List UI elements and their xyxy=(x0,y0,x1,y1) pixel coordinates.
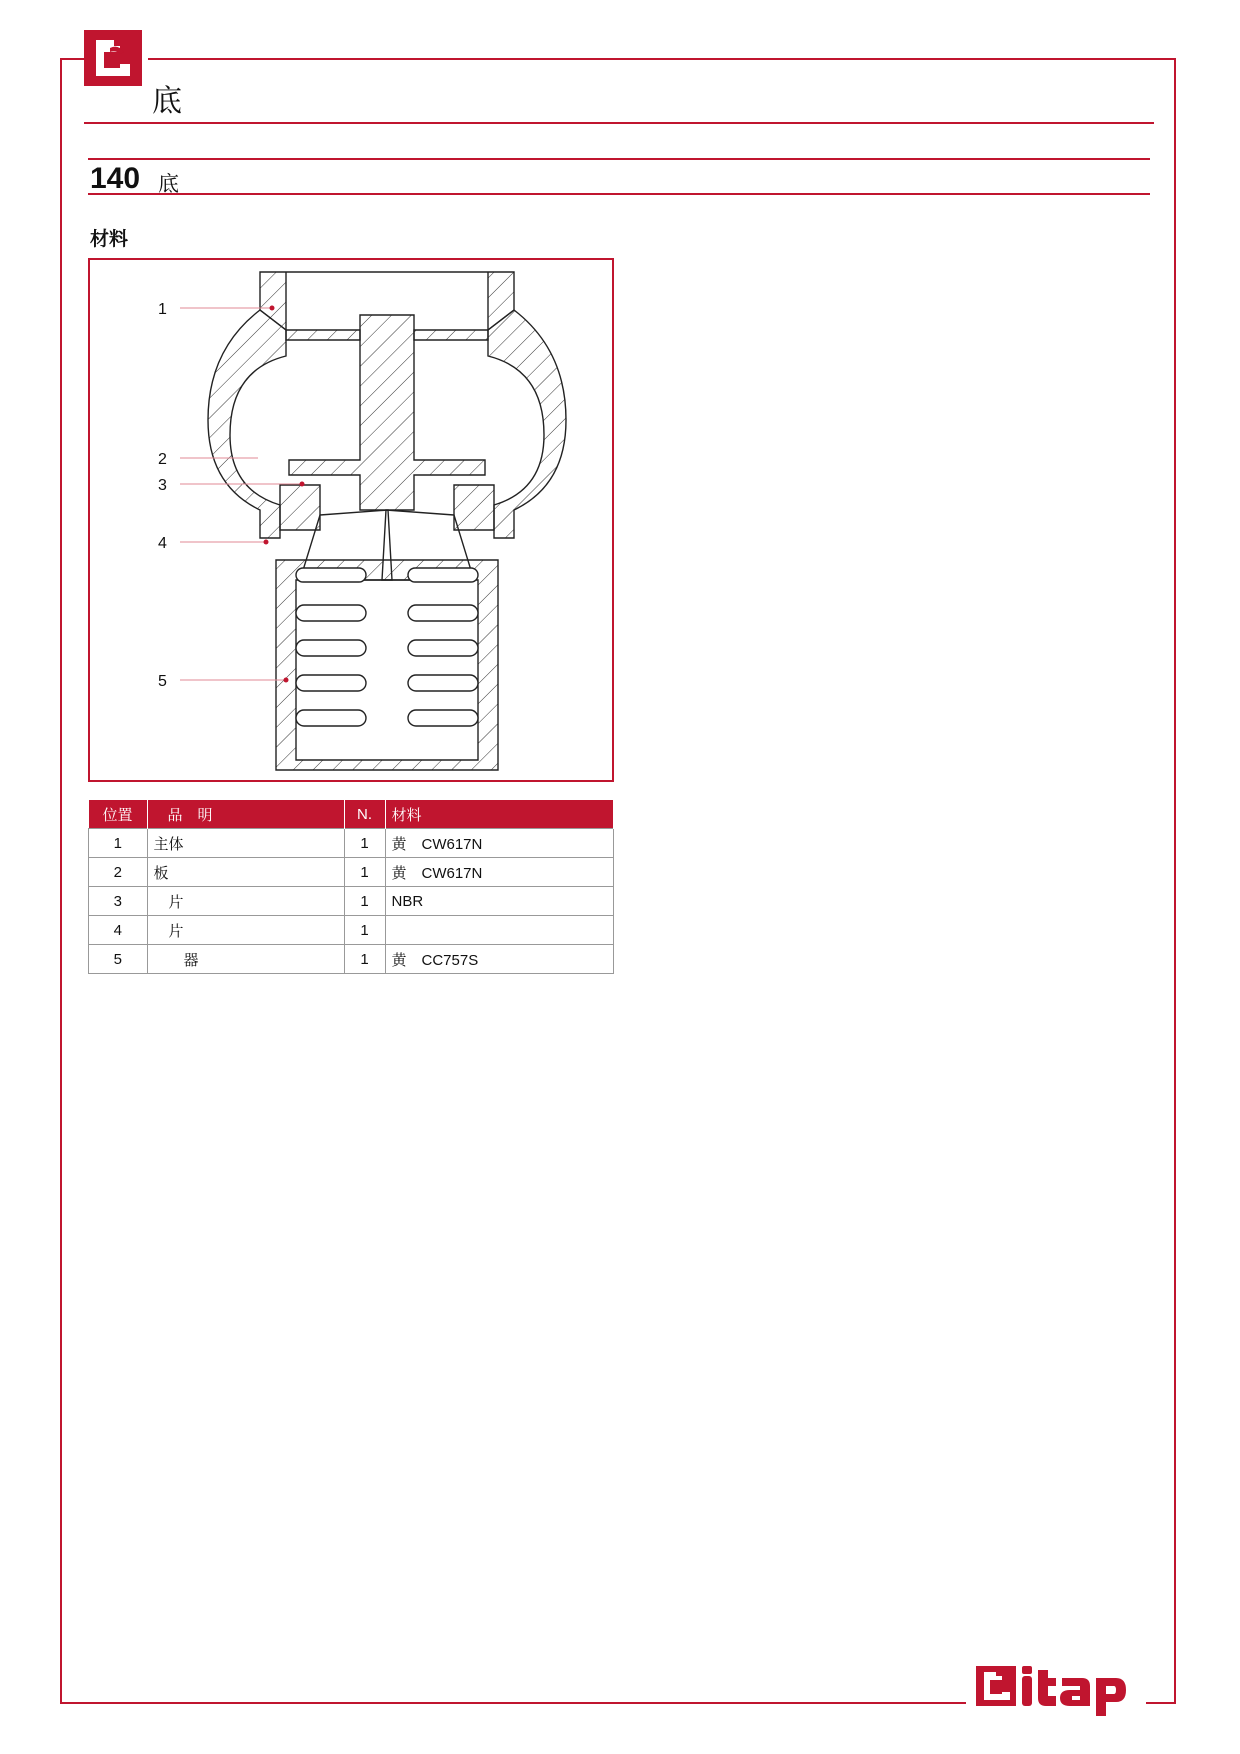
row-name: 片 xyxy=(147,887,344,916)
row-material: 黄 CC757S xyxy=(385,945,614,974)
right-border-line xyxy=(1174,58,1176,1704)
row-position: 4 xyxy=(89,916,148,945)
left-top-border-stub xyxy=(60,58,84,60)
header-quantity: N. xyxy=(344,800,385,829)
row-name: 板 xyxy=(147,858,344,887)
section-number: 140 xyxy=(90,162,141,195)
header-material: 材料 xyxy=(385,800,614,829)
brand-logo-icon xyxy=(84,30,142,86)
row-name: 主体 xyxy=(147,829,344,858)
left-border-line xyxy=(60,58,62,1704)
row-quantity: 1 xyxy=(344,829,385,858)
callout-2: 2 xyxy=(158,451,167,468)
header-position: 位置 xyxy=(89,800,148,829)
page-title: 底 xyxy=(152,84,182,119)
top-border-line xyxy=(148,58,1176,60)
row-material: 黄 CW617N xyxy=(385,829,614,858)
table-row xyxy=(89,858,614,887)
row-quantity: 1 xyxy=(344,945,385,974)
row-position: 2 xyxy=(89,858,148,887)
callout-3: 3 xyxy=(158,477,167,494)
table-row xyxy=(89,945,614,974)
header-description: 品 明 xyxy=(147,800,344,829)
row-name: 器 xyxy=(147,945,344,974)
table-row xyxy=(89,829,614,858)
technical-drawing-frame xyxy=(88,258,614,782)
valve-cross-section-drawing xyxy=(90,260,616,784)
parts-table xyxy=(88,800,614,974)
section-bottom-line xyxy=(88,193,1150,195)
callout-4: 4 xyxy=(158,535,167,552)
row-material: NBR xyxy=(385,887,614,916)
table-header-row xyxy=(89,800,614,829)
section-name: 底 xyxy=(158,172,179,196)
row-quantity: 1 xyxy=(344,916,385,945)
row-quantity: 1 xyxy=(344,858,385,887)
callout-1: 1 xyxy=(158,301,167,318)
row-position: 3 xyxy=(89,887,148,916)
row-name: 片 xyxy=(147,916,344,945)
table-row xyxy=(89,916,614,945)
header-underline xyxy=(84,122,1154,124)
materials-heading: 材料 xyxy=(90,228,129,250)
row-material: 黄 CW617N xyxy=(385,858,614,887)
row-position: 1 xyxy=(89,829,148,858)
callout-5: 5 xyxy=(158,673,167,690)
itap-logo xyxy=(966,1662,1146,1720)
row-material xyxy=(385,916,614,945)
table-row xyxy=(89,887,614,916)
row-quantity: 1 xyxy=(344,887,385,916)
row-position: 5 xyxy=(89,945,148,974)
section-top-line xyxy=(88,158,1150,160)
